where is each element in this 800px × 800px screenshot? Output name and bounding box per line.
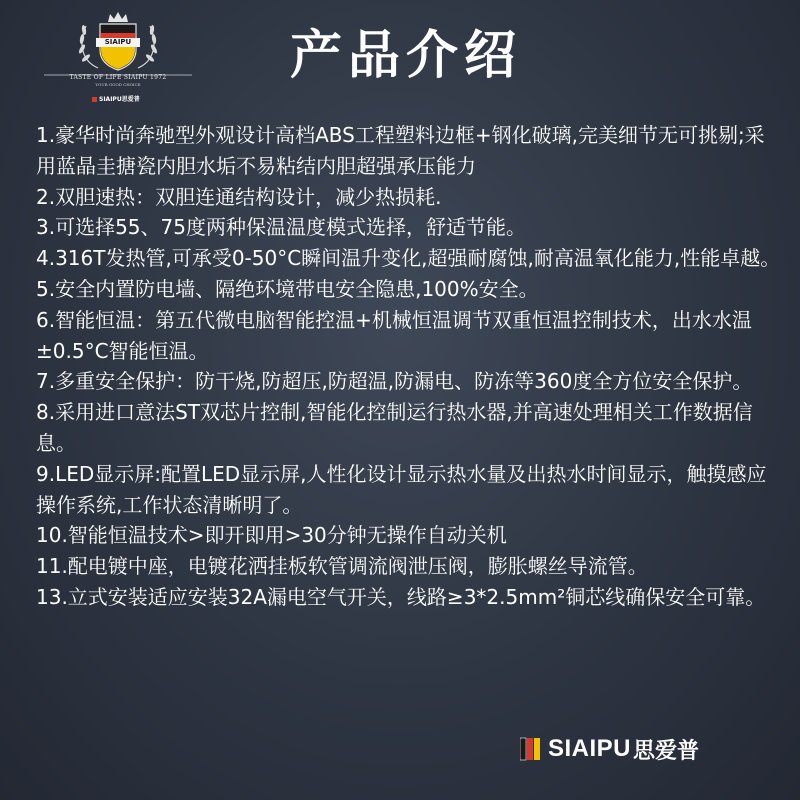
feature-item: 1.豪华时尚奔驰型外观设计高档ABS工程塑料边框+钢化破璃,完美细节无可挑剔;采用蓝晶圭搪瓷内胆水垢不易粘结内胆超强承压能力 [36, 123, 765, 178]
logo-mini-text: SIAIPU思爱普 [99, 96, 140, 103]
emblem-text: SIAIPU [104, 38, 132, 46]
feature-item: 2.双胆速热：双胆连通结构设计，减少热损耗. [36, 184, 442, 209]
page-title: 产品介绍 [290, 26, 523, 86]
logo-sub-tagline: YOUR GOOD CHOICE [95, 82, 141, 87]
feature-item: 11.配电镀中座，电镀花洒挂板软管调流阀泄压阀，膨胀螺丝导流管。 [36, 554, 648, 579]
logo-tagline: TASTE OF LIFE SIAIPU 1972 [69, 74, 167, 81]
brand-name-en: SIAIPU [548, 735, 632, 762]
feature-item: 10.智能恒温技术>即开即用>30分钟无操作自动关机 [36, 523, 507, 548]
feature-item: 6.智能恒温：第五代微电脑智能控温+机械恒温调节双重恒温控制技术，出水水温±0.5°C智能恒温。 [36, 307, 752, 363]
feature-item: 8.采用进口意法ST双芯片控制,智能化控制运行热水器,并高速处理相关工作数据信息。 [36, 400, 753, 455]
feature-item: 3.可选择55、75度两种保温温度模式选择，舒适节能。 [36, 215, 526, 240]
brand-name-cn: 思爱普 [633, 738, 700, 764]
feature-item: 5.安全内置防电墙、隔绝环境带电安全隐患,100%安全。 [36, 276, 539, 301]
feature-list [36, 120, 782, 613]
feature-item: 7.多重安全保护：防干烧,防超压,防超温,防漏电、防冻等360度全方位安全保护。 [36, 369, 753, 394]
feature-item: 4.316T发热管,可承受0-50°C瞬间温升变化,超强耐腐蚀,耐高温氧化能力,性能卓越。 [36, 246, 781, 271]
feature-item: 9.LED显示屏:配置LED显示屏,人性化设计显示热水量及出热水时间显示，触摸感应操作系统,工作状态清晰明了。 [36, 461, 767, 517]
brand-mark-icon [520, 736, 542, 762]
brand-logo-emblem [42, 6, 194, 106]
feature-item: 13.立式安装适应安装32A漏电空气开关，线路≥3*2.5mm²铜芯线确保安全可靠。 [36, 584, 766, 609]
brand-square-icon [92, 97, 97, 102]
logo-mini-brand [92, 94, 140, 103]
brand-footer-logo [520, 734, 699, 764]
